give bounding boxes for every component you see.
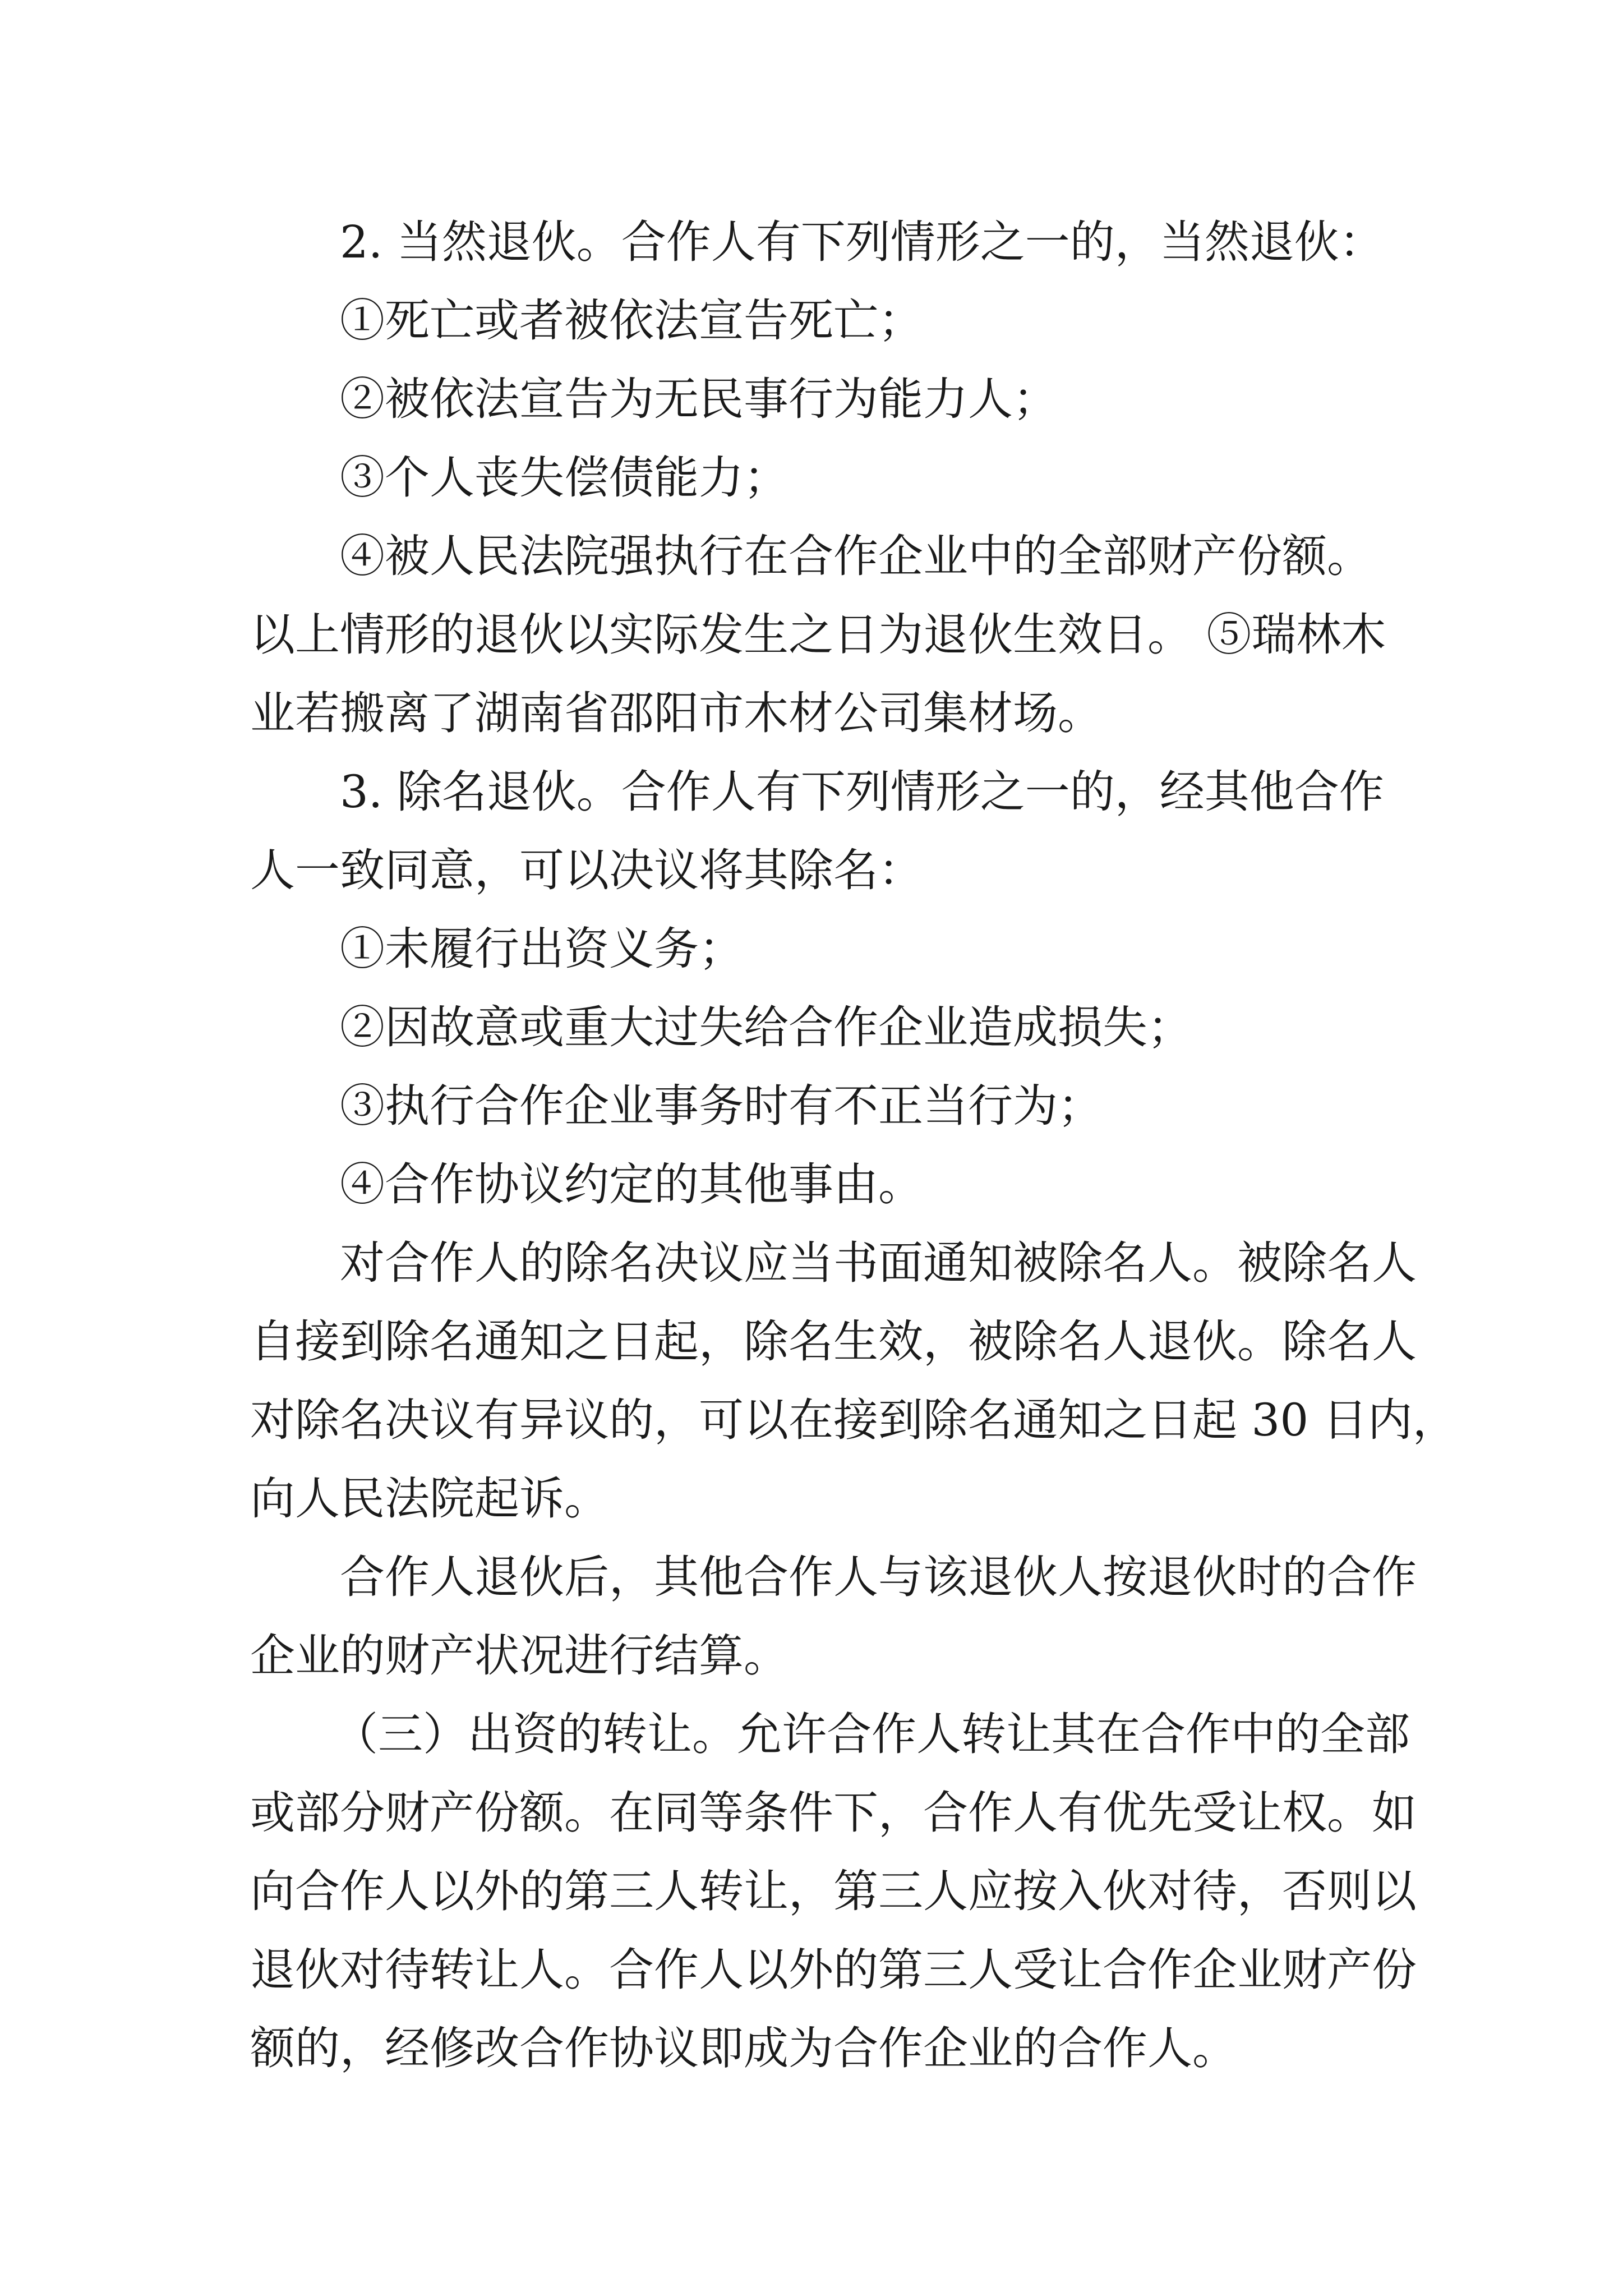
paragraph-line	[250, 596, 1389, 674]
paragraph-line	[250, 674, 1389, 753]
line-text: 向合作人以外的第三人转让，第三人应按入伙对待，否则以	[250, 1865, 1417, 1917]
line-text: 向人民法院起诉。	[250, 1473, 609, 1525]
paragraph-line	[250, 1460, 1389, 1538]
line-text: 以上情形的退伙以实际发生之日为退伙生效日。 ⑤瑞林木	[250, 609, 1386, 661]
paragraph-line	[250, 360, 1389, 439]
paragraph-line	[250, 1224, 1417, 1303]
paragraph-line	[250, 1538, 1417, 1617]
line-text: ②被依法宣告为无民事行为能力人；	[340, 373, 1058, 425]
line-text: 或部分财产份额。在同等条件下，合作人有优先受让权。如	[250, 1787, 1417, 1839]
line-text: ①死亡或者被依法宣告死亡；	[340, 295, 923, 347]
line-text: 企业的财产状况进行结算。	[250, 1630, 789, 1682]
paragraph-line	[250, 1931, 1417, 2009]
line-text: （三）出资的转让。允许合作人转让其在合作中的全部	[333, 1708, 1410, 1760]
line-text: ②因故意或重大过失给合作企业造成损失；	[340, 1001, 1192, 1053]
paragraph-line	[250, 831, 1389, 910]
line-text: ③个人丧失偿债能力；	[340, 452, 789, 504]
paragraph-line	[250, 1303, 1417, 1381]
line-text: 额的，经修改合作协议即成为合作企业的合作人。	[250, 2022, 1237, 2074]
line-text: ④被人民法院强执行在合作企业中的全部财产份额。	[340, 530, 1372, 582]
line-text: 3. 除名退伙。合作人有下列情形之一的，经其他合作	[340, 766, 1384, 818]
line-text: ③执行合作企业事务时有不正当行为；	[340, 1080, 1103, 1132]
paragraph-line	[250, 2009, 1389, 2088]
paragraph-line	[250, 753, 1389, 831]
line-text: 对合作人的除名决议应当书面通知被除名人。被除名人	[340, 1237, 1417, 1289]
line-text: ①未履行出资义务；	[340, 923, 744, 975]
paragraph-line	[250, 282, 1389, 360]
document-body	[250, 203, 1458, 2088]
paragraph-line	[250, 439, 1389, 517]
paragraph-line	[250, 1381, 1458, 1460]
line-text: 合作人退伙后，其他合作人与该退伙人按退伙时的合作	[340, 1551, 1417, 1603]
paragraph-line	[250, 1774, 1417, 1852]
paragraph-line	[250, 910, 1389, 988]
paragraph-line	[250, 517, 1389, 596]
paragraph-line	[250, 203, 1389, 282]
line-text: 人一致同意，可以决议将其除名：	[250, 844, 923, 896]
line-text: 自接到除名通知之日起，除名生效，被除名人退伙。除名人	[250, 1315, 1417, 1368]
paragraph-line	[250, 1852, 1417, 1931]
paragraph-line	[250, 1695, 1410, 1774]
paragraph-line	[250, 1067, 1389, 1145]
line-text: 业若搬离了湖南省邵阳市木材公司集材场。	[250, 687, 1103, 739]
paragraph-line	[250, 988, 1389, 1067]
paragraph-line	[250, 1145, 1389, 1224]
line-text: 2. 当然退伙。合作人有下列情形之一的，当然退伙：	[340, 216, 1384, 268]
line-text: 对除名决议有异议的，可以在接到除名通知之日起 30 日内，	[250, 1394, 1458, 1446]
line-text: ④合作协议约定的其他事由。	[340, 1158, 923, 1211]
line-text: 退伙对待转让人。合作人以外的第三人受让合作企业财产份	[250, 1944, 1417, 1996]
paragraph-line	[250, 1617, 1389, 1695]
